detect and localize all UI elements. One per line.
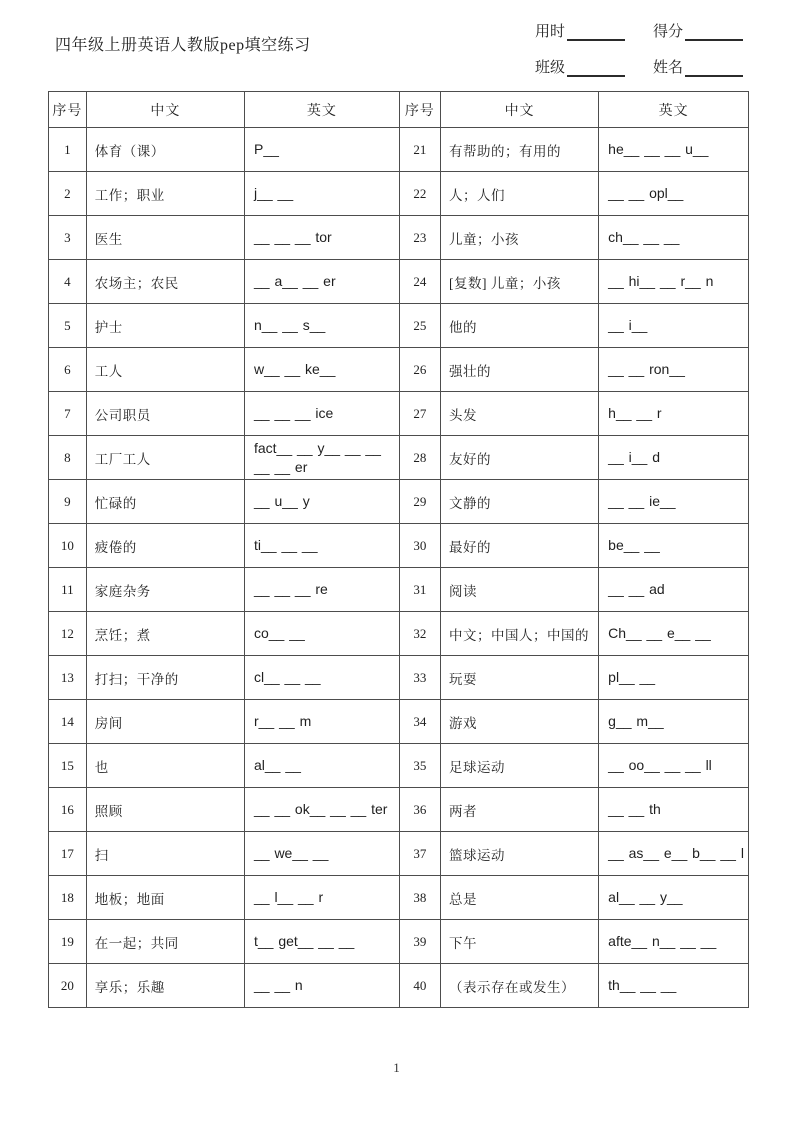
table-row (49, 216, 749, 260)
row-number-left: 7 (49, 392, 87, 436)
table-row (49, 304, 749, 348)
english-cell-left: __ u__ y (244, 480, 399, 524)
row-number-right: 30 (399, 524, 440, 568)
table-row (49, 612, 749, 656)
english-cell-right: __ hi__ __ r__ n (599, 260, 749, 304)
chinese-cell-right: 篮球运动 (440, 832, 598, 876)
row-number-left: 9 (49, 480, 87, 524)
table-row (49, 524, 749, 568)
table-row (49, 656, 749, 700)
chinese-cell-left: 疲倦的 (86, 524, 244, 568)
row-number-left: 1 (49, 128, 87, 172)
vocab-table-head (49, 92, 749, 128)
english-cell-left: w__ __ ke__ (244, 348, 399, 392)
table-row (49, 876, 749, 920)
chinese-cell-right: 他的 (440, 304, 598, 348)
row-number-left: 3 (49, 216, 87, 260)
row-number-right: 37 (399, 832, 440, 876)
row-number-right: 36 (399, 788, 440, 832)
time-label: 用时 (534, 24, 565, 40)
row-number-left: 5 (49, 304, 87, 348)
english-cell-right: __ __ opl__ (599, 172, 749, 216)
row-number-right: 22 (399, 172, 440, 216)
row-number-right: 33 (399, 656, 440, 700)
row-number-left: 13 (49, 656, 87, 700)
row-number-left: 12 (49, 612, 87, 656)
english-cell-right: pl__ __ (599, 656, 749, 700)
vocab-table (48, 91, 749, 1008)
name-label: 姓名 (652, 60, 683, 76)
table-row (49, 436, 749, 480)
english-cell-left: __ a__ __ er (244, 260, 399, 304)
chinese-cell-right: 有帮助的；有用的 (440, 128, 598, 172)
score-field (653, 20, 743, 41)
chinese-cell-left: 工厂工人 (86, 436, 244, 480)
header-english-right: 英文 (599, 92, 749, 128)
english-cell-left: t__ get__ __ __ (244, 920, 399, 964)
english-cell-left: j__ __ (244, 172, 399, 216)
english-cell-right: al__ __ y__ (599, 876, 749, 920)
table-row (49, 744, 749, 788)
vocab-table-body (49, 128, 749, 1008)
row-number-right: 39 (399, 920, 440, 964)
english-cell-left: ti__ __ __ (244, 524, 399, 568)
english-cell-right: Ch__ __ e__ __ (599, 612, 749, 656)
english-cell-right: __ __ th (599, 788, 749, 832)
time-field (535, 20, 625, 41)
english-cell-right: he__ __ __ u__ (599, 128, 749, 172)
chinese-cell-left: 医生 (86, 216, 244, 260)
english-cell-right: __ i__ d (599, 436, 749, 480)
english-cell-left: co__ __ (244, 612, 399, 656)
chinese-cell-left: 房间 (86, 700, 244, 744)
chinese-cell-left: 照顾 (86, 788, 244, 832)
chinese-cell-right: 游戏 (440, 700, 598, 744)
english-cell-left: al__ __ (244, 744, 399, 788)
page-header (0, 0, 793, 77)
english-cell-left: r__ __ m (244, 700, 399, 744)
english-cell-right: __ __ ron__ (599, 348, 749, 392)
english-cell-left: __ __ __ re (244, 568, 399, 612)
chinese-cell-left: 忙碌的 (86, 480, 244, 524)
english-cell-right: afte__ n__ __ __ (599, 920, 749, 964)
row-number-left: 20 (49, 964, 87, 1008)
name-blank-line (685, 62, 743, 77)
english-cell-right: g__ m__ (599, 700, 749, 744)
time-blank-line (567, 26, 625, 41)
english-cell-right: __ __ ie__ (599, 480, 749, 524)
english-cell-right: __ i__ (599, 304, 749, 348)
chinese-cell-left: 农场主；农民 (86, 260, 244, 304)
row-number-left: 17 (49, 832, 87, 876)
english-cell-left: __ __ __ ice (244, 392, 399, 436)
row-number-left: 11 (49, 568, 87, 612)
english-cell-right: h__ __ r (599, 392, 749, 436)
english-cell-left: fact__ __ y__ __ __ __ __ er (244, 436, 399, 480)
english-cell-left: __ __ __ tor (244, 216, 399, 260)
english-cell-left: cl__ __ __ (244, 656, 399, 700)
row-number-right: 24 (399, 260, 440, 304)
table-row (49, 964, 749, 1008)
header-english-left: 英文 (244, 92, 399, 128)
chinese-cell-left: 享乐；乐趣 (86, 964, 244, 1008)
row-number-left: 4 (49, 260, 87, 304)
chinese-cell-left: 体育（课） (86, 128, 244, 172)
table-row (49, 832, 749, 876)
chinese-cell-right: （表示存在或发生） (440, 964, 598, 1008)
table-row (49, 568, 749, 612)
chinese-cell-right: [复数] 儿童；小孩 (440, 260, 598, 304)
english-cell-right: ch__ __ __ (599, 216, 749, 260)
row-number-left: 15 (49, 744, 87, 788)
row-number-left: 16 (49, 788, 87, 832)
row-number-right: 32 (399, 612, 440, 656)
score-blank-line (685, 26, 743, 41)
chinese-cell-left: 家庭杂务 (86, 568, 244, 612)
class-field (535, 56, 625, 77)
chinese-cell-right: 强壮的 (440, 348, 598, 392)
english-cell-left: __ l__ __ r (244, 876, 399, 920)
english-cell-right: __ oo__ __ __ ll (599, 744, 749, 788)
row-number-right: 29 (399, 480, 440, 524)
chinese-cell-left: 工作；职业 (86, 172, 244, 216)
chinese-cell-left: 公司职员 (86, 392, 244, 436)
english-cell-right: __ __ ad (599, 568, 749, 612)
row-number-left: 18 (49, 876, 87, 920)
row-number-right: 25 (399, 304, 440, 348)
row-number-left: 2 (49, 172, 87, 216)
chinese-cell-right: 下午 (440, 920, 598, 964)
chinese-cell-right: 最好的 (440, 524, 598, 568)
english-cell-right: __ as__ e__ b__ __ l (599, 832, 749, 876)
header-index-right: 序号 (399, 92, 440, 128)
chinese-cell-right: 儿童；小孩 (440, 216, 598, 260)
chinese-cell-left: 扫 (86, 832, 244, 876)
table-row (49, 260, 749, 304)
table-row (49, 788, 749, 832)
score-label: 得分 (652, 24, 683, 40)
header-row (49, 92, 749, 128)
chinese-cell-right: 总是 (440, 876, 598, 920)
chinese-cell-right: 足球运动 (440, 744, 598, 788)
chinese-cell-right: 玩耍 (440, 656, 598, 700)
row-number-right: 27 (399, 392, 440, 436)
row-number-right: 31 (399, 568, 440, 612)
row-number-right: 38 (399, 876, 440, 920)
class-label: 班级 (534, 60, 565, 76)
english-cell-right: th__ __ __ (599, 964, 749, 1008)
row-number-right: 40 (399, 964, 440, 1008)
english-cell-left: P__ (244, 128, 399, 172)
header-fields (535, 16, 743, 77)
row-number-right: 26 (399, 348, 440, 392)
row-number-left: 14 (49, 700, 87, 744)
table-row (49, 172, 749, 216)
chinese-cell-left: 地板；地面 (86, 876, 244, 920)
page-number: 1 (393, 1060, 400, 1075)
chinese-cell-left: 护士 (86, 304, 244, 348)
table-row (49, 480, 749, 524)
chinese-cell-right: 人；人们 (440, 172, 598, 216)
row-number-left: 19 (49, 920, 87, 964)
row-number-right: 34 (399, 700, 440, 744)
header-chinese-right: 中文 (440, 92, 598, 128)
header-chinese-left: 中文 (86, 92, 244, 128)
chinese-cell-left: 烹饪；煮 (86, 612, 244, 656)
english-cell-left: __ __ n (244, 964, 399, 1008)
chinese-cell-left: 在一起；共同 (86, 920, 244, 964)
row-number-right: 35 (399, 744, 440, 788)
chinese-cell-left: 工人 (86, 348, 244, 392)
table-row (49, 920, 749, 964)
row-number-right: 23 (399, 216, 440, 260)
table-row (49, 700, 749, 744)
header-fields-row-1 (535, 20, 743, 41)
name-field (653, 56, 743, 77)
chinese-cell-right: 阅读 (440, 568, 598, 612)
row-number-right: 28 (399, 436, 440, 480)
row-number-left: 8 (49, 436, 87, 480)
header-index-left: 序号 (49, 92, 87, 128)
table-row (49, 348, 749, 392)
chinese-cell-right: 两者 (440, 788, 598, 832)
row-number-right: 21 (399, 128, 440, 172)
chinese-cell-right: 文静的 (440, 480, 598, 524)
page-title: 四年级上册英语人教版pep填空练习 (55, 37, 311, 54)
english-cell-right: be__ __ (599, 524, 749, 568)
english-cell-left: n__ __ s__ (244, 304, 399, 348)
chinese-cell-left: 打扫；干净的 (86, 656, 244, 700)
table-row (49, 392, 749, 436)
table-row (49, 128, 749, 172)
chinese-cell-right: 友好的 (440, 436, 598, 480)
header-fields-row-2 (535, 56, 743, 77)
chinese-cell-right: 头发 (440, 392, 598, 436)
chinese-cell-left: 也 (86, 744, 244, 788)
row-number-left: 10 (49, 524, 87, 568)
chinese-cell-right: 中文；中国人；中国的 (440, 612, 598, 656)
class-blank-line (567, 62, 625, 77)
row-number-left: 6 (49, 348, 87, 392)
english-cell-left: __ we__ __ (244, 832, 399, 876)
english-cell-left: __ __ ok__ __ __ ter (244, 788, 399, 832)
